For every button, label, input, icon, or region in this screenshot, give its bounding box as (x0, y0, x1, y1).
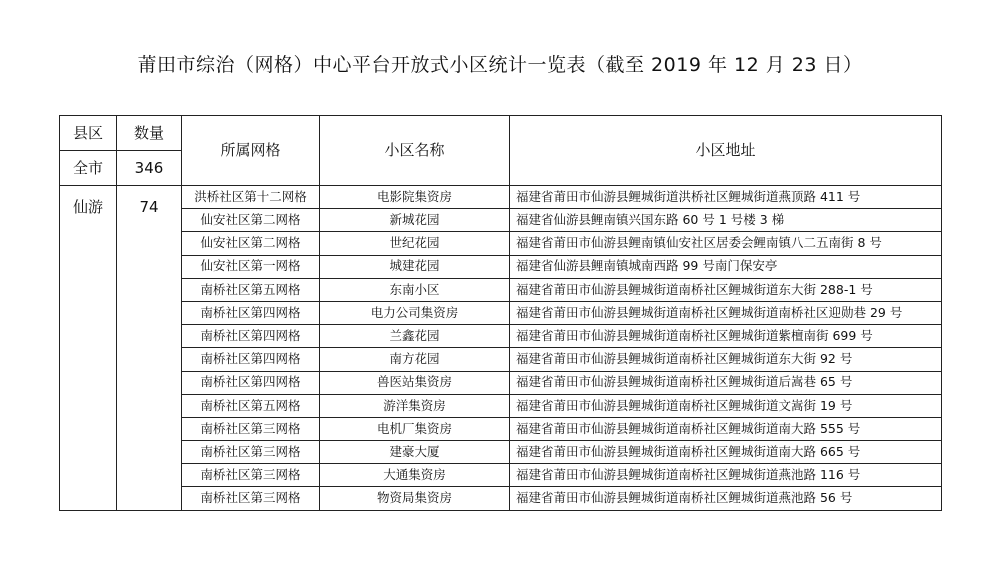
header-name: 小区名称 (320, 116, 510, 186)
table-row (60, 209, 942, 232)
grid-cell: 南桥社区第三网格 (182, 441, 320, 464)
grid-cell: 南桥社区第四网格 (182, 348, 320, 371)
table-row (60, 348, 942, 371)
table-row (60, 441, 942, 464)
grid-cell: 南桥社区第五网格 (182, 394, 320, 417)
table-row (60, 371, 942, 394)
table-row (60, 301, 942, 324)
county-label: 仙游 (60, 186, 117, 511)
community-name-cell: 电机厂集资房 (320, 417, 510, 440)
header-county: 县区 (60, 116, 117, 151)
address-cell: 福建省莆田市仙游县鲤城街道南桥社区鲤城街道南大路 665 号 (510, 441, 942, 464)
community-name-cell: 物资局集资房 (320, 487, 510, 510)
community-name-cell: 电影院集资房 (320, 186, 510, 209)
grid-cell: 南桥社区第五网格 (182, 278, 320, 301)
address-cell: 福建省莆田市仙游县鲤南镇仙安社区居委会鲤南镇八二五南街 8 号 (510, 232, 942, 255)
grid-cell: 南桥社区第三网格 (182, 487, 320, 510)
document-title: 莆田市综治（网格）中心平台开放式小区统计一览表（截至 2019 年 12 月 23 日） (137, 54, 863, 76)
address-cell: 福建省莆田市仙游县鲤城街道南桥社区鲤城街道南桥社区迎勋巷 29 号 (510, 301, 942, 324)
table-row (60, 255, 942, 278)
address-cell: 福建省仙游县鲤南镇兴国东路 60 号 1 号楼 3 梯 (510, 209, 942, 232)
community-name-cell: 游洋集资房 (320, 394, 510, 417)
community-name-cell: 南方花园 (320, 348, 510, 371)
grid-cell: 仙安社区第二网格 (182, 209, 320, 232)
grid-cell: 洪桥社区第十二网格 (182, 186, 320, 209)
address-cell: 福建省莆田市仙游县鲤城街道南桥社区鲤城街道燕池路 116 号 (510, 464, 942, 487)
community-name-cell: 兰鑫花园 (320, 325, 510, 348)
grid-cell: 南桥社区第四网格 (182, 301, 320, 324)
address-cell: 福建省莆田市仙游县鲤城街道南桥社区鲤城街道东大街 92 号 (510, 348, 942, 371)
table-row (60, 186, 942, 209)
community-name-cell: 建豪大厦 (320, 441, 510, 464)
address-cell: 福建省莆田市仙游县鲤城街道南桥社区鲤城街道东大街 288-1 号 (510, 278, 942, 301)
community-name-cell: 电力公司集资房 (320, 301, 510, 324)
table-row (60, 417, 942, 440)
grid-cell: 南桥社区第四网格 (182, 325, 320, 348)
address-cell: 福建省仙游县鲤南镇城南西路 99 号南门保安亭 (510, 255, 942, 278)
grid-cell: 南桥社区第四网格 (182, 371, 320, 394)
header-count: 数量 (117, 116, 182, 151)
community-name-cell: 东南小区 (320, 278, 510, 301)
address-cell: 福建省莆田市仙游县鲤城街道南桥社区鲤城街道燕池路 56 号 (510, 487, 942, 510)
header-row (60, 116, 942, 151)
table-row (60, 232, 942, 255)
grid-cell: 仙安社区第二网格 (182, 232, 320, 255)
community-name-cell: 世纪花园 (320, 232, 510, 255)
community-name-cell: 新城花园 (320, 209, 510, 232)
table-row (60, 325, 942, 348)
header-grid: 所属网格 (182, 116, 320, 186)
address-cell: 福建省莆田市仙游县鲤城街道南桥社区鲤城街道文嵩街 19 号 (510, 394, 942, 417)
grid-cell: 南桥社区第三网格 (182, 417, 320, 440)
address-cell: 福建省莆田市仙游县鲤城街道南桥社区鲤城街道紫檀南街 699 号 (510, 325, 942, 348)
table-row (60, 394, 942, 417)
community-name-cell: 城建花园 (320, 255, 510, 278)
table-row (60, 464, 942, 487)
address-cell: 福建省莆田市仙游县鲤城街道南桥社区鲤城街道后嵩巷 65 号 (510, 371, 942, 394)
table-row (60, 487, 942, 510)
community-name-cell: 大通集资房 (320, 464, 510, 487)
county-count: 74 (117, 186, 182, 511)
city-total-label: 全市 (60, 151, 117, 186)
address-cell: 福建省莆田市仙游县鲤城街道洪桥社区鲤城街道燕顶路 411 号 (510, 186, 942, 209)
grid-cell: 南桥社区第三网格 (182, 464, 320, 487)
address-cell: 福建省莆田市仙游县鲤城街道南桥社区鲤城街道南大路 555 号 (510, 417, 942, 440)
grid-cell: 仙安社区第一网格 (182, 255, 320, 278)
city-total-count: 346 (117, 151, 182, 186)
header-address: 小区地址 (510, 116, 942, 186)
table-row (60, 278, 942, 301)
community-table (59, 115, 942, 511)
community-name-cell: 兽医站集资房 (320, 371, 510, 394)
